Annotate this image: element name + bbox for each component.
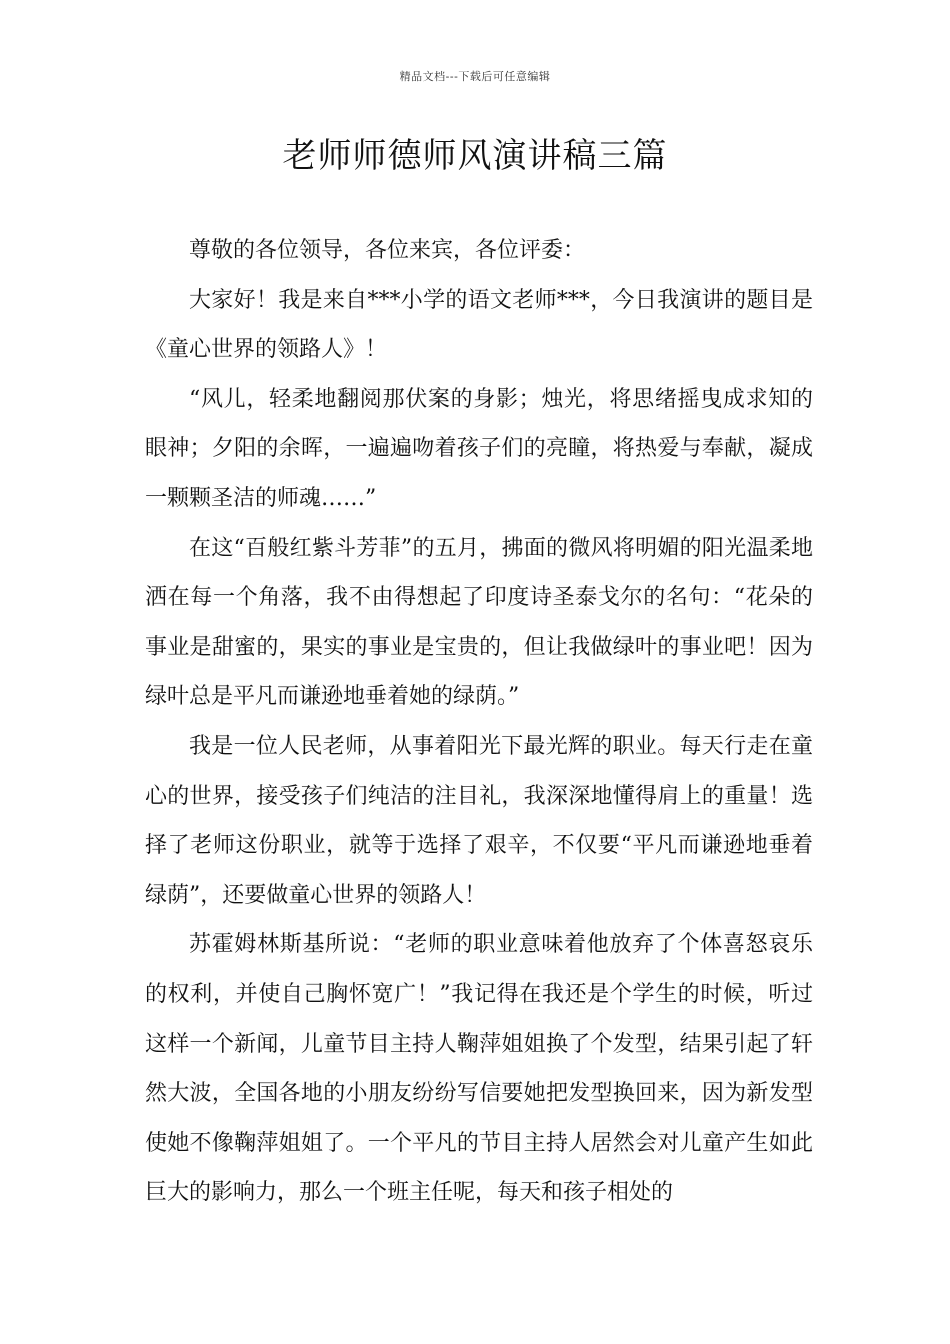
paragraph-greeting: 大家好！我是来自***小学的语文老师***，今日我演讲的题目是《童心世界的领路人》！ — [145, 287, 813, 363]
paragraph-salutation: 尊敬的各位领导，各位来宾，各位评委： — [189, 238, 586, 263]
paragraph-teacher-role: 我是一位人民老师，从事着阳光下最光辉的职业。每天行走在童心的世界，接受孩子们纯洁的注目礼，我深深地懂得肩上的重量！选择了老师这份职业，就等于选择了艰辛，不仅要“平凡而谦逊地垂着绿荫”，还要做童心世界的领路人！ — [145, 733, 813, 908]
document-title: 老师师德师风演讲稿三篇 — [282, 136, 668, 176]
paragraph-poem-quote: “风儿，轻柔地翻阅那伏案的身影；烛光，将思绪摇曳成求知的眼神；夕阳的余晖，一遍遍吻着孩子们的亮瞳，将热爱与奉献，凝成一颗颗圣洁的师魂……” — [145, 386, 813, 511]
paragraph-sukhomlinsky: 苏霍姆林斯基所说：“老师的职业意味着他放弃了个体喜怒哀乐的权利，并使自己胸怀宽广！”我记得在我还是个学生的时候，听过这样一个新闻，儿童节目主持人鞠萍姐姐换了个发型，结果引起了轩然大波，全国各地的小朋友纷纷写信要她把发型换回来，因为新发型使她不像鞠萍姐姐了。一个平凡的节目主持人居然会对儿童产生如此巨大的影响力，那么一个班主任呢，每天和孩子相处的 — [145, 932, 813, 1206]
document-body — [145, 226, 813, 1218]
header-note: 精品文档---下载后可任意编辑 — [399, 70, 551, 83]
paragraph-may-tagore: 在这“百般红紫斗芳菲”的五月，拂面的微风将明媚的阳光温柔地洒在每一个角落，我不由得想起了印度诗圣泰戈尔的名句：“花朵的事业是甜蜜的，果实的事业是宝贵的，但让我做绿叶的事业吧！因为绿叶总是平凡而谦逊地垂着她的绿荫。” — [145, 535, 813, 710]
